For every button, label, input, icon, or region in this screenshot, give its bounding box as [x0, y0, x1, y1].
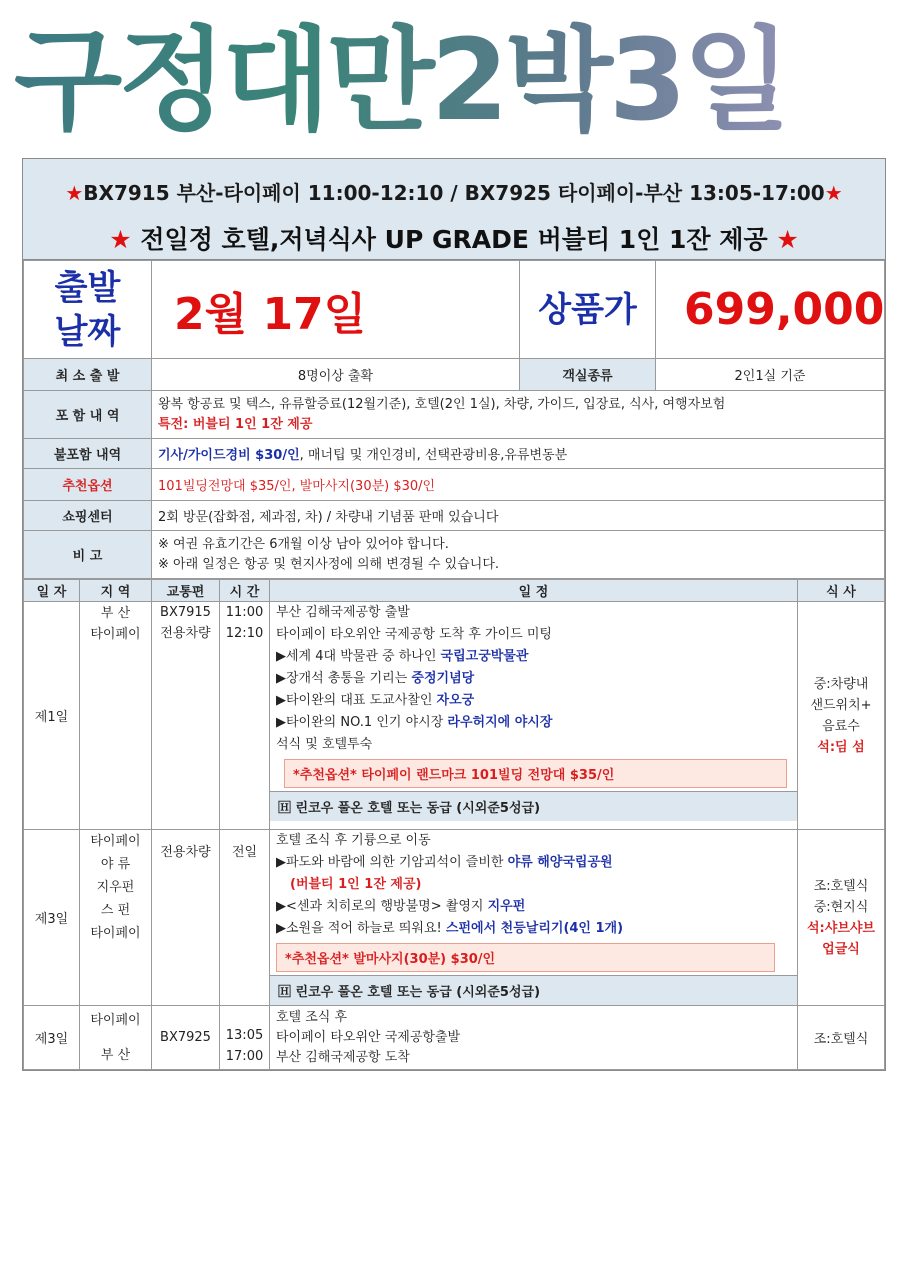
shopping-value: 2회 방문(잡화점, 제과점, 차) / 차량내 기념품 판매 있습니다: [152, 501, 885, 531]
note-value: [152, 531, 885, 579]
itinerary-line: 부산 김해국제공항 도착: [276, 1049, 410, 1065]
star-icon: ★: [824, 181, 843, 205]
exclude-value: [152, 439, 885, 469]
col-meal: 식 사: [798, 580, 885, 602]
itinerary-line: 호텔 조식 후 기륭으로 이동: [276, 833, 431, 848]
itinerary-line: (버블티 1인 1잔 제공): [290, 877, 422, 892]
day3-transport: BX7925: [152, 1006, 220, 1070]
day1-meals: 중:차량내 샌드위치+ 음료수 석:딤 섬: [798, 602, 885, 830]
col-day: 일 자: [24, 580, 80, 602]
exclude-rest: , 매너팁 및 개인경비, 선택관광비용,유류변동분: [299, 448, 568, 463]
hotel-info: 🄷 린코우 풀온 호텔 또는 동급 (시외준5성급): [270, 791, 797, 821]
itinerary-line: ▶타이완의 NO.1 인기 야시장 라우허지에 야시장: [276, 715, 553, 730]
itinerary-line: 호텔 조식 후: [276, 1009, 348, 1025]
departure-label: 출발 날짜: [24, 261, 152, 359]
star-icon: ★: [65, 181, 84, 205]
day3-times: 13:05 17:00: [220, 1006, 270, 1070]
day2-meals: 조:호텔식 중:현지식 석:샤브샤브 업글식: [798, 830, 885, 1006]
min-departure-label: 최 소 출 발: [24, 359, 152, 391]
itinerary-line: ▶세계 4대 박물관 중 하나인 국립고궁박물관: [276, 649, 529, 664]
flight-info-text: BX7915 부산-타이페이 11:00-12:10 / BX7925 타이페이-부산 13:05-17:00: [83, 181, 825, 205]
day2-itinerary: [270, 830, 798, 1006]
flight-info: [23, 159, 885, 206]
itinerary-line: 석식 및 호텔투숙: [276, 737, 373, 752]
itinerary-line: ▶장개석 총통을 기리는 중정기념당: [276, 671, 475, 686]
day1-itinerary: [270, 602, 798, 830]
col-region: 지 역: [80, 580, 152, 602]
day-3: 제3일: [24, 1006, 80, 1070]
include-special: 특전: 버블티 1인 1잔 제공: [158, 416, 313, 432]
min-departure-value: 8명이상 출확: [152, 359, 520, 391]
recommended-option: *추천옵션* 타이페이 랜드마크 101빌딩 전망대 $35/인: [284, 759, 787, 788]
day2-time: 전일: [220, 830, 270, 1006]
day2-regions: 타이페이 야 류 지우펀 스 펀 타이페이: [80, 830, 152, 1006]
table-row: [24, 602, 885, 830]
price-value: 699,000: [656, 261, 885, 359]
option-value: 101빌딩전망대 $35/인, 발마사지(30분) $30/인: [152, 469, 885, 501]
itinerary-line: 부산 김해국제공항 출발: [276, 605, 410, 620]
day3-meals: 조:호텔식: [798, 1006, 885, 1070]
day-2: 제3일: [24, 830, 80, 1006]
hotel-info: 🄷 린코우 풀온 호텔 또는 동급 (시외준5성급): [270, 975, 797, 1005]
day2-transport: 전용차량: [152, 830, 220, 1006]
upgrade-info-text: 전일정 호텔,저녁식사 UP GRADE 버블티 1인 1잔 제공: [140, 225, 768, 254]
page-title: 구정대만2박3일: [14, 6, 894, 156]
flight-banner: [23, 159, 885, 260]
itinerary-line: 타이페이 타오위안 국제공항출발: [276, 1029, 461, 1045]
shopping-label: 쇼핑센터: [24, 501, 152, 531]
star-icon: ★: [109, 225, 132, 254]
day3-itinerary: [270, 1006, 798, 1070]
col-itinerary: 일 정: [270, 580, 798, 602]
itinerary-document: [22, 158, 886, 1071]
col-transport: 교통편: [152, 580, 220, 602]
include-label: 포 함 내 역: [24, 391, 152, 439]
summary-table: [23, 260, 885, 579]
schedule-table: [23, 579, 885, 1070]
itinerary-line: ▶소원을 적어 하늘로 띄워요! 스펀에서 천등날리기(4인 1개): [276, 921, 624, 936]
col-time: 시 간: [220, 580, 270, 602]
price-label: 상품가: [520, 261, 656, 359]
note-label: 비 고: [24, 531, 152, 579]
table-row: [24, 1006, 885, 1070]
star-icon: ★: [776, 225, 799, 254]
day1-times: 11:00 12:10: [220, 602, 270, 830]
table-row: [24, 830, 885, 1006]
itinerary-line: ▶<센과 치히로의 행방불명> 촬영지 지우펀: [276, 899, 526, 914]
note-line: ※ 아래 일정은 항공 및 현지사정에 의해 변경될 수 있습니다.: [158, 556, 500, 572]
exclude-label: 불포함 내역: [24, 439, 152, 469]
room-type-label: 객실종류: [520, 359, 656, 391]
day3-regions: 타이페이 부 산: [80, 1006, 152, 1070]
include-value: [152, 391, 885, 439]
note-line: ※ 여권 유효기간은 6개월 이상 남아 있어야 합니다.: [158, 536, 449, 552]
include-text: 왕복 항공료 및 텍스, 유류할증료(12월기준), 호텔(2인 1실), 차량, 가이드, 입장료, 식사, 여행자보험: [158, 396, 726, 412]
itinerary-line: ▶파도와 바람에 의한 기암괴석이 즐비한 야류 해양국립공원: [276, 855, 613, 870]
recommended-option: *추천옵션* 발마사지(30분) $30/인: [276, 943, 775, 972]
departure-date: 2월 17일: [152, 261, 520, 359]
day-1: 제1일: [24, 602, 80, 830]
itinerary-line: ▶타이완의 대표 도교사찰인 자오궁: [276, 693, 475, 708]
itinerary-line: 타이페이 타오위안 국제공항 도착 후 가이드 미팅: [276, 627, 552, 642]
upgrade-info: [23, 206, 885, 256]
room-type-value: 2인1실 기준: [656, 359, 885, 391]
day1-transport: BX7915 전용차량: [152, 602, 220, 830]
option-label: 추천옵션: [24, 469, 152, 501]
day1-regions: 부 산 타이페이: [80, 602, 152, 830]
guide-fee: 기사/가이드경비 $30/인: [158, 448, 300, 463]
